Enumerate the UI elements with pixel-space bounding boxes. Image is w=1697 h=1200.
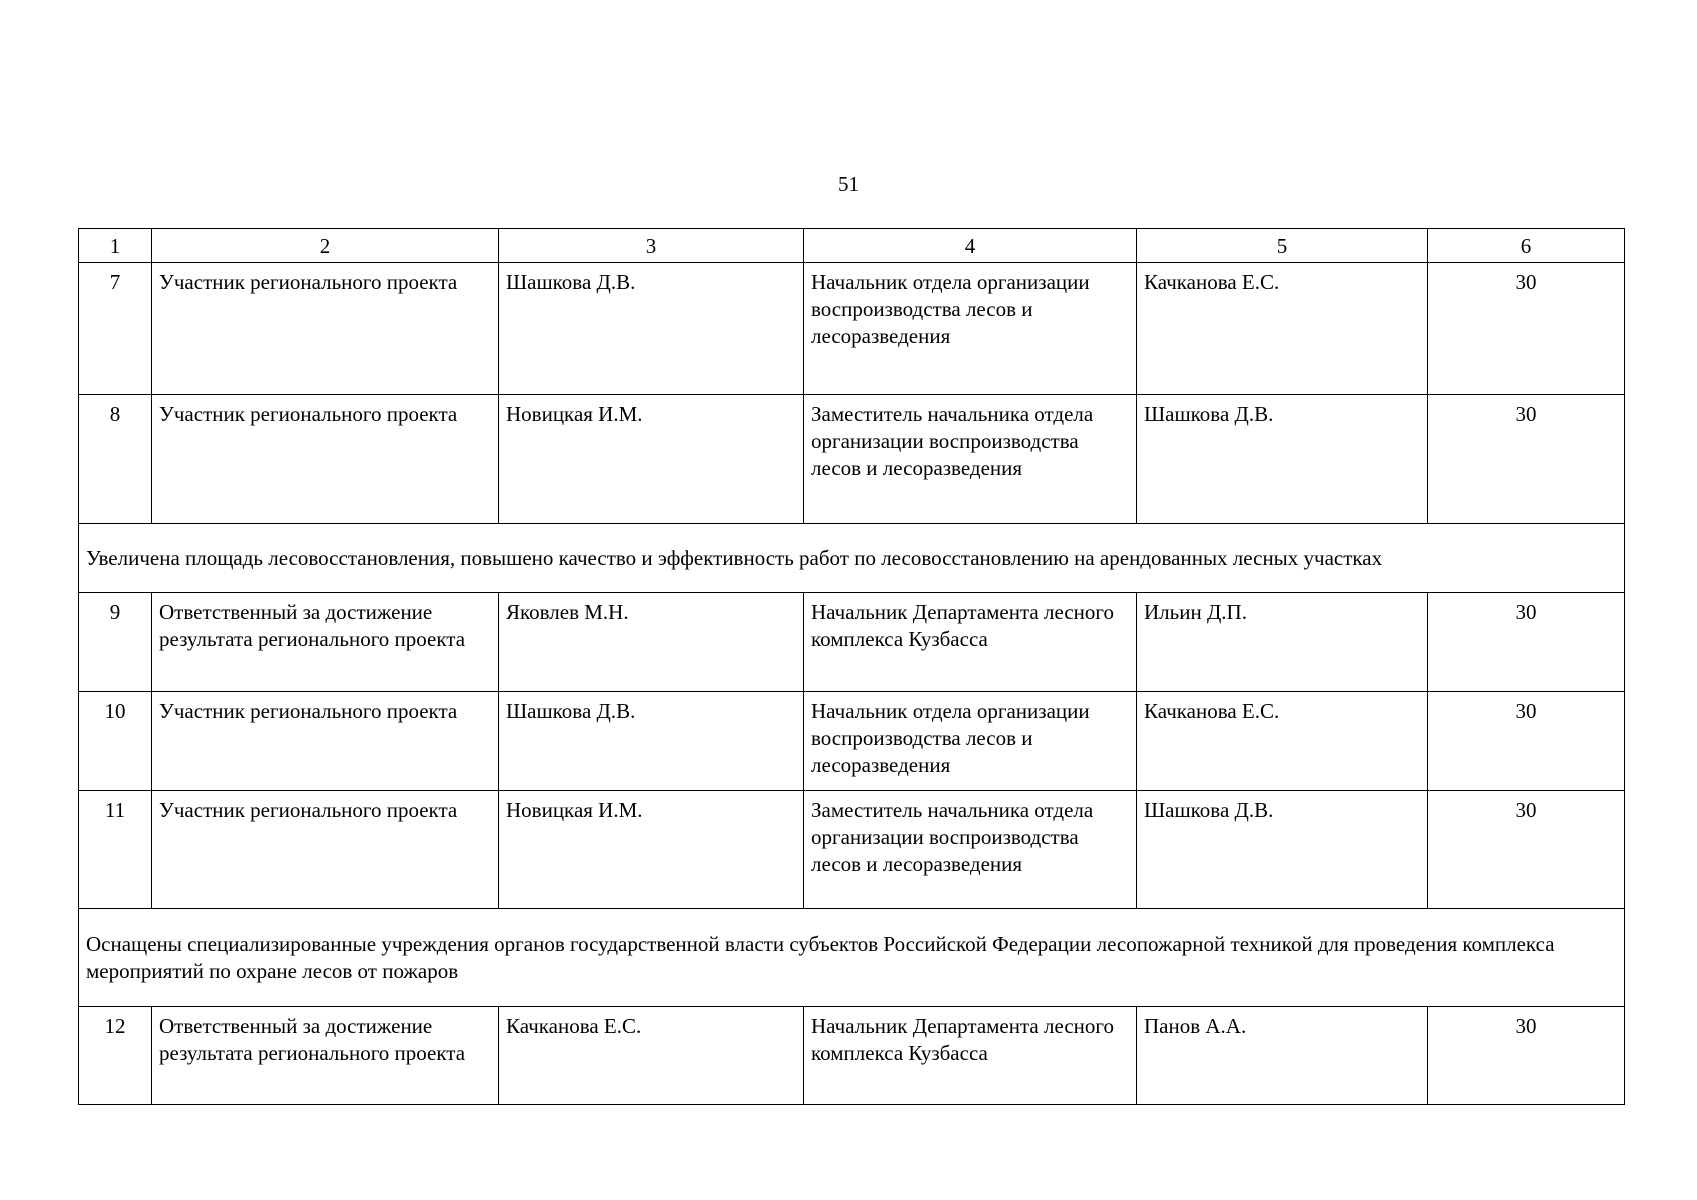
position-cell: Заместитель начальника отдела организации воспроизводства лесов и лесоразведения xyxy=(804,395,1137,524)
column-header: 2 xyxy=(152,229,499,263)
column-header: 5 xyxy=(1137,229,1428,263)
table-row xyxy=(79,692,1625,791)
role-cell: Ответственный за достижение результата регионального проекта xyxy=(152,593,499,692)
section-heading: Оснащены специализированные учреждения органов государственной власти субъектов Российской Федерации лесопожарной техникой для проведения комплекса мероприятий по охране лесов от пожаров xyxy=(79,909,1625,1007)
rating-cell: 30 xyxy=(1428,791,1625,909)
position-cell: Начальник отдела организации воспроизводства лесов и лесоразведения xyxy=(804,692,1137,791)
table-header-row xyxy=(79,229,1625,263)
section-heading: Увеличена площадь лесовосстановления, повышено качество и эффективность работ по лесовосстановлению на арендованных лесных участках xyxy=(79,524,1625,593)
table-row xyxy=(79,791,1625,909)
role-cell: Ответственный за достижение результата регионального проекта xyxy=(152,1007,499,1105)
position-cell: Начальник Департамента лесного комплекса Кузбасса xyxy=(804,1007,1137,1105)
supervisor-cell: Шашкова Д.В. xyxy=(1137,395,1428,524)
role-cell: Участник регионального проекта xyxy=(152,395,499,524)
section-row xyxy=(79,909,1625,1007)
name-cell: Шашкова Д.В. xyxy=(499,692,804,791)
supervisor-cell: Качканова Е.С. xyxy=(1137,692,1428,791)
row-number: 9 xyxy=(79,593,152,692)
role-cell: Участник регионального проекта xyxy=(152,263,499,395)
rating-cell: 30 xyxy=(1428,692,1625,791)
rating-cell: 30 xyxy=(1428,395,1625,524)
page-number: 51 xyxy=(838,172,859,196)
column-header: 1 xyxy=(79,229,152,263)
name-cell: Качканова Е.С. xyxy=(499,1007,804,1105)
table-row xyxy=(79,263,1625,395)
rating-cell: 30 xyxy=(1428,1007,1625,1105)
position-cell: Заместитель начальника отдела организации воспроизводства лесов и лесоразведения xyxy=(804,791,1137,909)
position-cell: Начальник отдела организации воспроизводства лесов и лесоразведения xyxy=(804,263,1137,395)
table-row xyxy=(79,593,1625,692)
row-number: 10 xyxy=(79,692,152,791)
role-cell: Участник регионального проекта xyxy=(152,791,499,909)
assignment-table xyxy=(78,228,1625,1105)
name-cell: Яковлев М.Н. xyxy=(499,593,804,692)
role-cell: Участник регионального проекта xyxy=(152,692,499,791)
name-cell: Шашкова Д.В. xyxy=(499,263,804,395)
supervisor-cell: Качканова Е.С. xyxy=(1137,263,1428,395)
table-row xyxy=(79,395,1625,524)
column-header: 4 xyxy=(804,229,1137,263)
section-row xyxy=(79,524,1625,593)
column-header: 6 xyxy=(1428,229,1625,263)
rating-cell: 30 xyxy=(1428,263,1625,395)
name-cell: Новицкая И.М. xyxy=(499,395,804,524)
table-row xyxy=(79,1007,1625,1105)
column-header: 3 xyxy=(499,229,804,263)
supervisor-cell: Шашкова Д.В. xyxy=(1137,791,1428,909)
row-number: 8 xyxy=(79,395,152,524)
row-number: 7 xyxy=(79,263,152,395)
supervisor-cell: Панов А.А. xyxy=(1137,1007,1428,1105)
name-cell: Новицкая И.М. xyxy=(499,791,804,909)
supervisor-cell: Ильин Д.П. xyxy=(1137,593,1428,692)
position-cell: Начальник Департамента лесного комплекса Кузбасса xyxy=(804,593,1137,692)
rating-cell: 30 xyxy=(1428,593,1625,692)
row-number: 11 xyxy=(79,791,152,909)
row-number: 12 xyxy=(79,1007,152,1105)
